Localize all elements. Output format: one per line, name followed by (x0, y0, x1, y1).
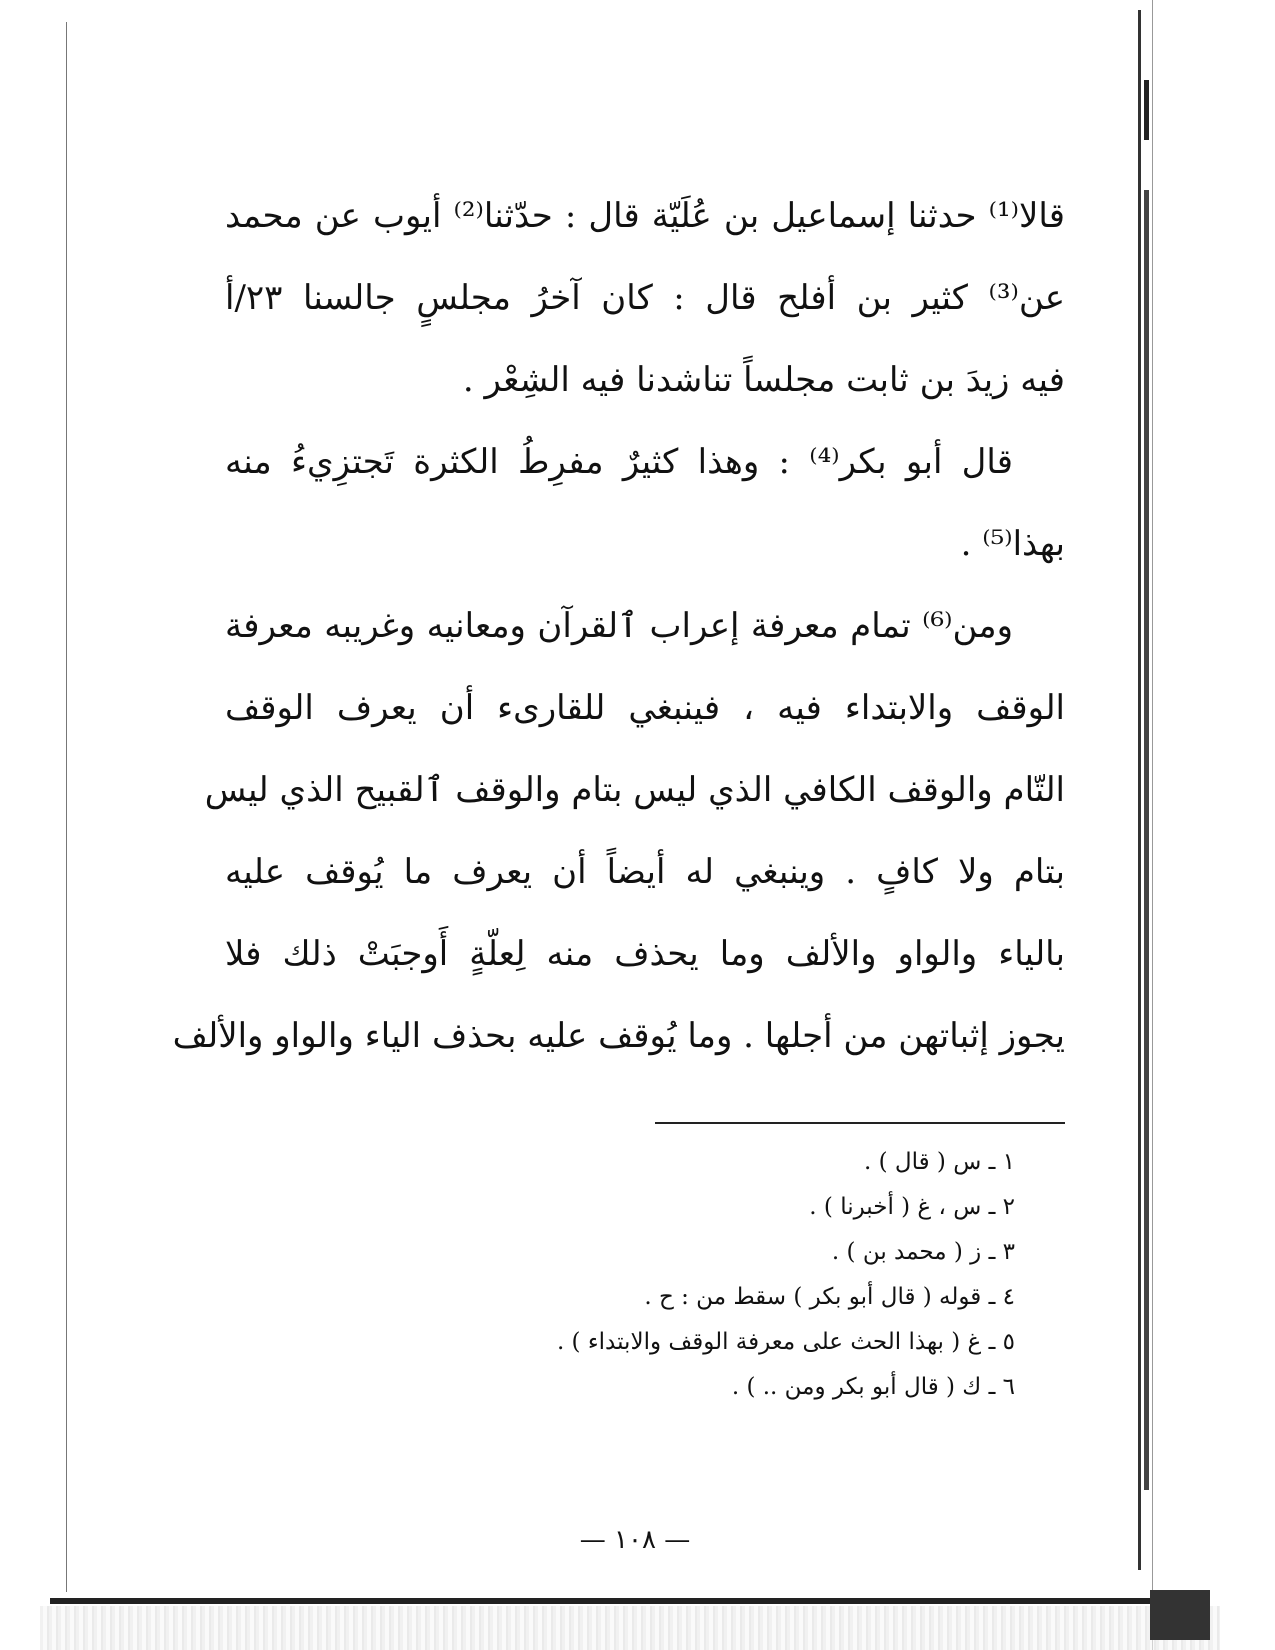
footnote: ١ ـ س ( قال ) . (863, 1149, 1015, 1175)
scan-bottom-edge (50, 1598, 1210, 1604)
text-line: يجوز إثباتهن من أجلها . وما يُوقف عليه بحذف الياء والواو والألف (172, 1016, 1065, 1056)
footnote: ٥ ـ غ ( بهذا الحث على معرفة الوقف والابتداء ) . (556, 1329, 1015, 1355)
text-line: ومن⁽⁶⁾ تمام معرفة إعراب ٱلقرآن ومعانيه وغريبه معرفة (225, 606, 1013, 646)
text-line: بتام ولا كافٍ . وينبغي له أيضاً أن يعرف ما يُوقف عليه (225, 852, 1065, 892)
text-line: الوقف والابتداء فيه ، فينبغي للقارىء أن يعرف الوقف (225, 688, 1065, 728)
text-line: بهذا⁽⁵⁾ . (960, 524, 1065, 564)
footnote: ٢ ـ س ، غ ( أخبرنا ) . (809, 1194, 1015, 1220)
main-text-block (172, 175, 1065, 1077)
scan-corner-shadow (1150, 1590, 1210, 1640)
text-line: بالياء والواو والألف وما يحذف منه لِعلّةٍ أَوجبَتْ ذلك فلا (225, 934, 1065, 974)
scan-bottom-noise (40, 1606, 1220, 1650)
scan-margin-line (66, 22, 67, 1592)
footnote: ٤ ـ قوله ( قال أبو بكر ) سقط من : ح . (644, 1284, 1015, 1310)
text-line: قال أبو بكر⁽⁴⁾ : وهذا كثيرٌ مفرِطُ الكثرة تَجتزِيءُ منه (225, 442, 1013, 482)
footnote: ٣ ـ ز ( محمد بن ) . (831, 1239, 1015, 1265)
footnote: ٦ ـ ك ( قال أبو بكر ومن .. ) . (731, 1374, 1015, 1400)
footnotes (556, 1140, 1015, 1410)
text-line: التّام والوقف الكافي الذي ليس بتام والوقف ٱلقبيح الذي ليس (204, 770, 1065, 810)
book-spine-shadow (1138, 0, 1166, 1650)
text-line: فيه زيدَ بن ثابت مجلساً تناشدنا فيه الشِعْر . (462, 360, 1065, 400)
page-number: — ١٠٨ — (579, 1525, 691, 1555)
footnote-separator (655, 1122, 1065, 1124)
text-line: عن⁽³⁾ كثير بن أفلح قال : كان آخرُ مجلسٍ جالسنا ٢٣/أ (225, 278, 1065, 318)
text-line: قالا⁽¹⁾ حدثنا إسماعيل بن عُلَيّة قال : حدّثنا⁽²⁾ أيوب عن محمد (225, 196, 1065, 236)
